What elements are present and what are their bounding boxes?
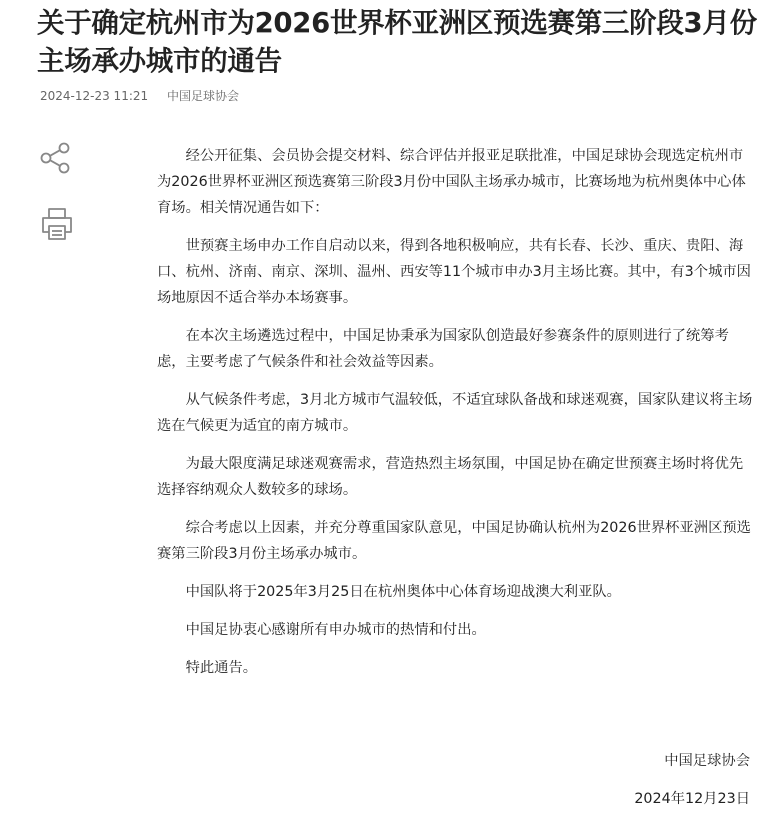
- paragraph: 为最大限度满足球迷观赛需求，营造热烈主场氛围，中国足协在确定世预赛主场时将优先选择容纳观众人数较多的球场。: [157, 456, 744, 498]
- paragraph: 从气候条件考虑，3月北方城市气温较低，不适宜球队备战和球迷观赛，国家队建议将主场选在气候更为适宜的南方城市。: [157, 392, 753, 434]
- printer-icon[interactable]: [40, 207, 74, 241]
- article-title: 关于确定杭州市为2026世界杯亚洲区预选赛第三阶段3月份主场承办城市的通告: [37, 7, 757, 77]
- article-meta: [40, 87, 239, 104]
- signature-date: 2024年12月23日: [634, 791, 750, 807]
- share-icon[interactable]: [39, 141, 73, 175]
- paragraph: 经公开征集、会员协会提交材料、综合评估并报亚足联批准，中国足球协会现选定杭州市为2026世界杯亚洲区预选赛第三阶段3月份中国队主场承办城市，比赛场地为杭州奥体中心体育场。相关情况通告如下：: [157, 148, 746, 216]
- paragraph: 特此通告。: [185, 660, 258, 676]
- publish-date: 2024-12-23 11:21: [40, 89, 149, 103]
- paragraph: 综合考虑以上因素，并充分尊重国家队意见，中国足协确认杭州为2026世界杯亚洲区预选赛第三阶段3月份主场承办城市。: [157, 520, 751, 562]
- paragraph: 中国足协衷心感谢所有申办城市的热情和付出。: [185, 622, 486, 638]
- signature-org: 中国足球协会: [664, 753, 750, 769]
- article-source: 中国足球协会: [166, 89, 239, 103]
- paragraph: 中国队将于2025年3月25日在杭州奥体中心体育场迎战澳大利亚队。: [185, 584, 621, 600]
- article-body: [157, 143, 757, 693]
- paragraph: 世预赛主场申办工作自启动以来，得到各地积极响应，共有长春、长沙、重庆、贵阳、海口、杭州、济南、南京、深圳、温州、西安等11个城市申办3月主场比赛。其中，有3个城市因场地原因不适合举办本场赛事。: [157, 238, 751, 306]
- paragraph: 在本次主场遴选过程中，中国足协秉承为国家队创造最好参赛条件的原则进行了统筹考虑，主要考虑了气候条件和社会效益等因素。: [157, 328, 729, 370]
